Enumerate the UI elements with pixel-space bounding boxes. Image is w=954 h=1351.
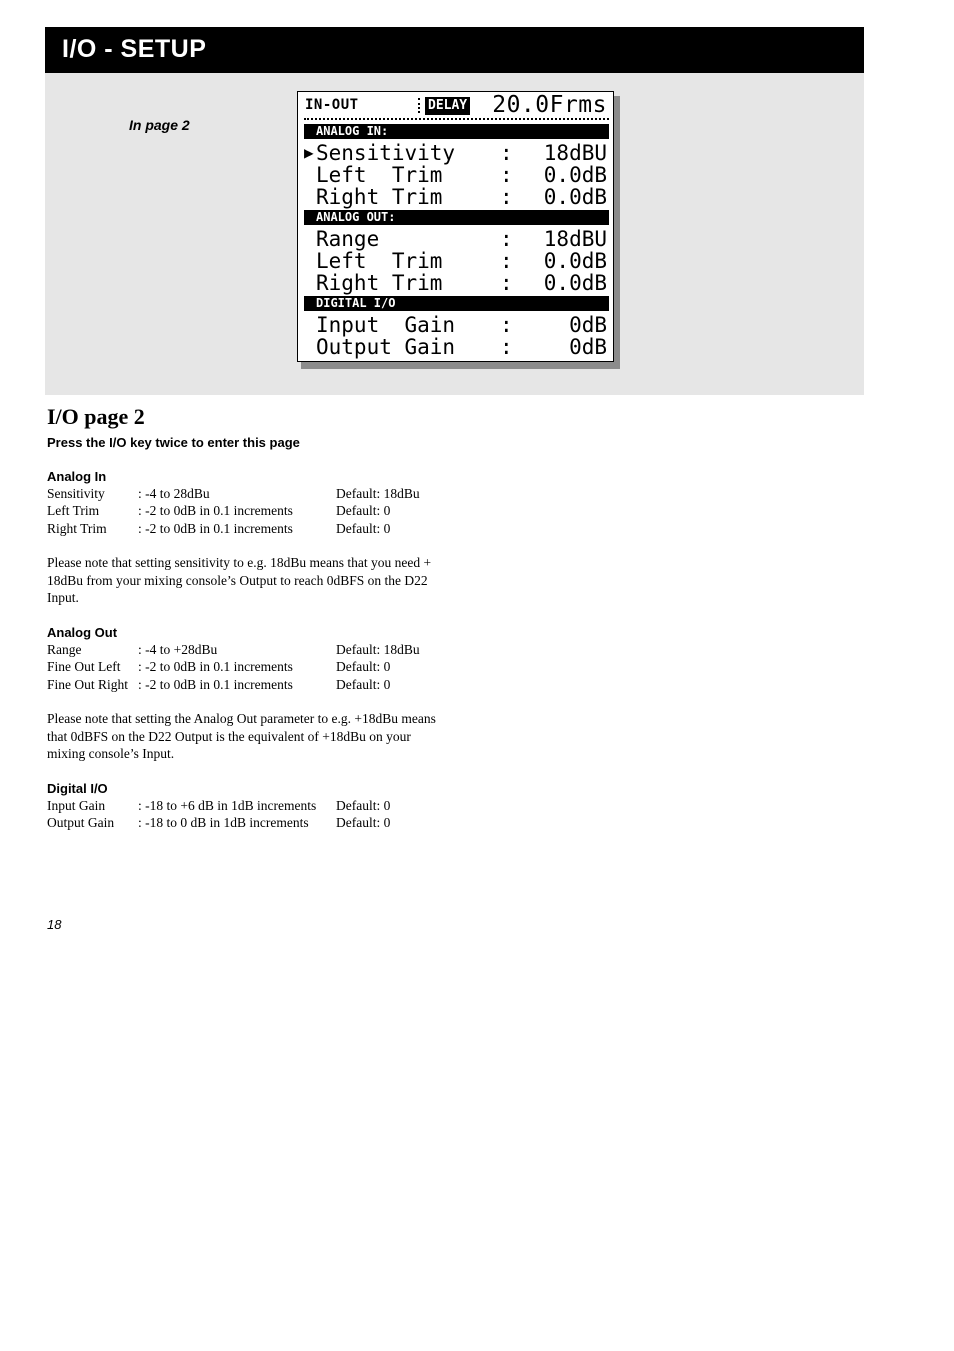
lcd-top-bar [304, 94, 609, 118]
lcd-section-analog-in: ANALOG IN: [304, 124, 609, 139]
lcd-section-digital-io: DIGITAL I/O [304, 296, 609, 311]
param-range: : -2 to 0dB in 0.1 increments [138, 503, 293, 518]
param-name: Fine Out Right [47, 677, 129, 692]
lcd-delay-tag: DELAY [425, 97, 470, 115]
analog-in-title: Analog In [47, 469, 107, 484]
param-range: : -2 to 0dB in 0.1 increments [138, 521, 293, 536]
lcd-row-colon: : [500, 163, 513, 187]
lcd-display [297, 91, 614, 362]
param-range: : -18 to 0 dB in 1dB increments [138, 815, 309, 830]
param-name: Output Gain [47, 815, 115, 830]
param-default: Default: 0 [336, 677, 391, 692]
lcd-row-colon: : [500, 271, 513, 295]
param-range: : -4 to +28dBu [138, 642, 218, 657]
lcd-row-colon: : [500, 185, 513, 209]
lcd-row-colon: : [500, 141, 513, 165]
lcd-row-value: 0.0dB [543, 271, 607, 295]
digital-io-title: Digital I/O [47, 781, 108, 796]
lcd-row-input-gain [304, 314, 609, 336]
lcd-row-out-right-trim [304, 272, 609, 294]
lcd-row-output-gain [304, 336, 609, 358]
param-range: : -2 to 0dB in 0.1 increments [138, 677, 293, 692]
analog-out-note: Please note that setting the Analog Out parameter to e.g. +18dBu means that 0dBFS on the D22 Output is the equivalent of +18dBu on your mixing console’s Input. [47, 711, 436, 761]
lcd-row-value: 18dBU [543, 227, 607, 251]
param-default: Default: 0 [336, 798, 391, 813]
lcd-row-label: Left Trim [316, 249, 443, 273]
lcd-row-colon: : [500, 313, 513, 337]
lcd-row-value: 0.0dB [543, 249, 607, 273]
param-name: Sensitivity [47, 486, 105, 501]
param-name: Input Gain [47, 798, 106, 813]
param-default: Default: 0 [336, 815, 391, 830]
lcd-row-value: 0.0dB [543, 163, 607, 187]
param-default: Default: 0 [336, 521, 391, 536]
lcd-row-out-left-trim [304, 250, 609, 272]
lcd-row-label: Range [316, 227, 380, 251]
lcd-row-label: Input Gain [316, 313, 456, 337]
param-name: Right Trim [47, 521, 107, 536]
param-default: Default: 18dBu [336, 486, 420, 501]
lcd-section-analog-out: ANALOG OUT: [304, 210, 609, 225]
param-default: Default: 0 [336, 659, 391, 674]
section-header [45, 27, 864, 73]
lcd-row-left-trim [304, 164, 609, 186]
lcd-row-range [304, 228, 609, 250]
page-subheading: Press the I/O key twice to enter this page [47, 435, 300, 450]
param-range: : -2 to 0dB in 0.1 increments [138, 659, 293, 674]
param-range: : -4 to 28dBu [138, 486, 210, 501]
lcd-row-colon: : [500, 227, 513, 251]
lcd-row-value: 0dB [569, 313, 607, 337]
lcd-row-colon: : [500, 335, 513, 359]
lcd-divider [304, 118, 609, 120]
lcd-row-label: Right Trim [316, 185, 443, 209]
lcd-row-sensitivity [304, 142, 609, 164]
lcd-row-right-trim [304, 186, 609, 208]
lcd-row-value: 0.0dB [543, 185, 607, 209]
lcd-row-value: 18dBU [543, 141, 607, 165]
lcd-row-label: Left Trim [316, 163, 443, 187]
param-name: Fine Out Left [47, 659, 121, 674]
param-default: Default: 18dBu [336, 642, 420, 657]
lcd-row-label: Output Gain [316, 335, 456, 359]
page-heading: I/O page 2 [47, 404, 145, 429]
param-name: Range [47, 642, 82, 657]
lcd-row-colon: : [500, 249, 513, 273]
page-number: 18 [47, 917, 62, 932]
pointer-icon: ▶ [304, 143, 314, 162]
analog-out-title: Analog Out [47, 625, 118, 640]
analog-in-note: Please note that setting sensitivity to e.g. 18dBu means that you need + 18dBu from your mixing console’s Output to reach 0dBFS on the D22 Input. [47, 555, 432, 605]
param-range: : -18 to +6 dB in 1dB increments [138, 798, 317, 813]
section-title: I/O - SETUP [62, 35, 207, 63]
lcd-row-label: Sensitivity [316, 141, 456, 165]
lcd-mode-label: IN-OUT [305, 97, 359, 113]
lcd-dot-separator [418, 98, 425, 113]
param-default: Default: 0 [336, 503, 391, 518]
lcd-delay-value: 20.0Frms [492, 92, 607, 118]
param-name: Left Trim [47, 503, 100, 518]
in-page-label: In page 2 [129, 117, 190, 133]
lcd-row-label: Right Trim [316, 271, 443, 295]
lcd-row-value: 0dB [569, 335, 607, 359]
